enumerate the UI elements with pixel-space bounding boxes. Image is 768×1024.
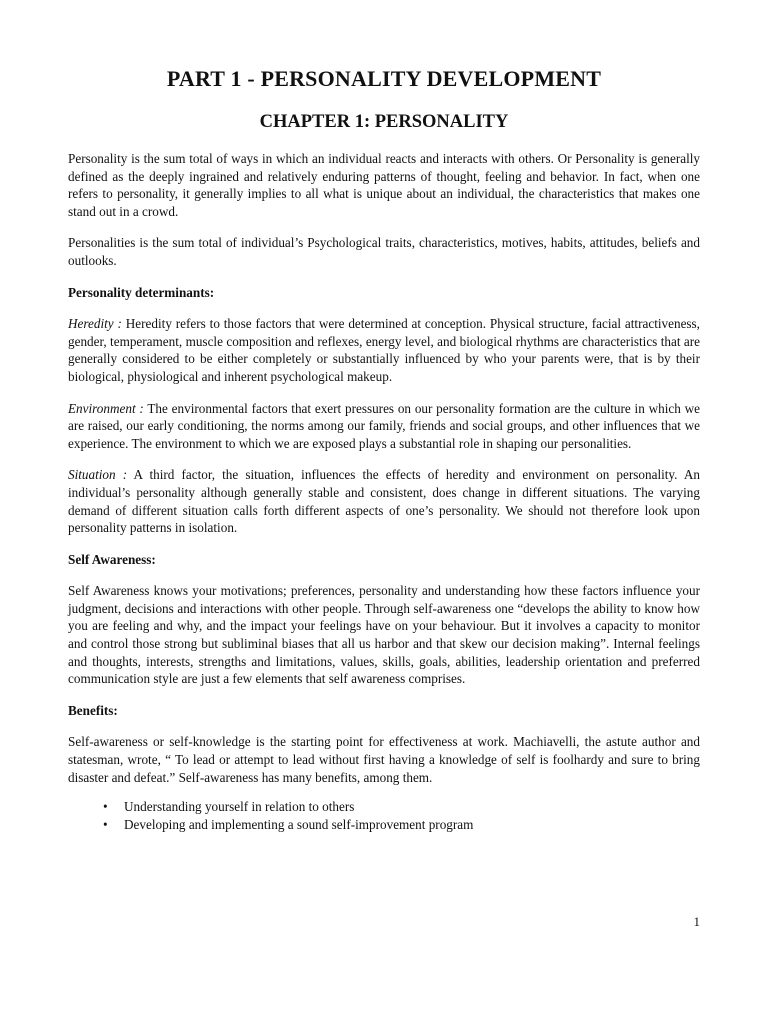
page-number: 1: [693, 914, 700, 929]
intro-paragraph-1: Personality is the sum total of ways in which an individual reacts and interacts with others. Or Personality is generally defined as the deeply ingrained and relatively enduring patterns of thought, feeling and behavior. In fact, when one refers to personality, it generally implies to all what is unique about an individual, the characteristics that makes one stand out in a crowd.: [68, 151, 700, 219]
intro-paragraph-2: Personalities is the sum total of individual’s Psychological traits, characteristics, motives, habits, attitudes, beliefs and outlooks.: [68, 235, 700, 268]
part-title: PART 1 - PERSONALITY DEVELOPMENT: [166, 66, 602, 91]
benefits-paragraph: Self-awareness or self-knowledge is the starting point for effectiveness at work. Machiavelli, the astute author and statesman, wrote, “ To lead or attempt to lead without first having a knowledge of self is foolhardy and sure to bring disaster and defeat.” Self-awareness has many benefits, among them.: [68, 734, 700, 785]
situation-term: Situation :: [68, 467, 128, 483]
heredity-term: Heredity :: [68, 316, 122, 332]
heredity-paragraph: [68, 315, 700, 385]
environment-text: The environmental factors that exert pressures on our personality formation are the culture in which we are raised, our early conditioning, the norms among our family, friends and social groups, and other influences that we experience. The environment to which we are exposed plays a substantial role in shaping our personalities.: [68, 400, 700, 451]
situation-text: A third factor, the situation, influences the effects of heredity and environment on personality. An individual’s personality although generally stable and consistent, does change in different situations. The varying demand of different situation calls forth different aspects of one’s personality. We should not therefore look upon personality patterns in isolation.: [68, 467, 700, 536]
environment-paragraph: [68, 400, 700, 453]
situation-paragraph: [68, 466, 700, 536]
benefits-heading: Benefits:: [68, 702, 118, 718]
list-item: • Developing and implementing a sound self-improvement program: [124, 816, 700, 834]
self-awareness-paragraph: Self Awareness knows your motivations; preferences, personality and understanding how these factors influence your judgment, decisions and interactions with other people. Through self-awareness one “develops the ability to know how you are feeling and why, and the impact your feelings have on your behaviour. But it involves a capacity to monitor and control those strong but subliminal biases that all us harbor and that skew our decision making”. Internal feelings and thoughts, interests, strengths and limitations, values, skills, goals, abilities, leadership orientation and preferred communication style are just a few elements that self awareness comprises.: [68, 583, 700, 687]
environment-term: Environment :: [68, 400, 144, 416]
self-awareness-heading: Self Awareness:: [68, 551, 156, 567]
chapter-body: [68, 150, 700, 833]
list-item: • Understanding yourself in relation to others: [124, 798, 700, 816]
determinants-heading: Personality determinants:: [68, 284, 215, 300]
benefits-list: [68, 798, 700, 833]
chapter-title: CHAPTER 1: PERSONALITY: [259, 112, 509, 132]
heredity-text: Heredity refers to those factors that were determined at conception. Physical structure, facial attractiveness, gender, temperament, muscle composition and reflexes, energy level, and biological rhythms are characteristics that are generally considered to be either completely or substantially influenced by who your parents were, that is by their biological, physiological and inherent psychological makeup.: [68, 316, 700, 384]
